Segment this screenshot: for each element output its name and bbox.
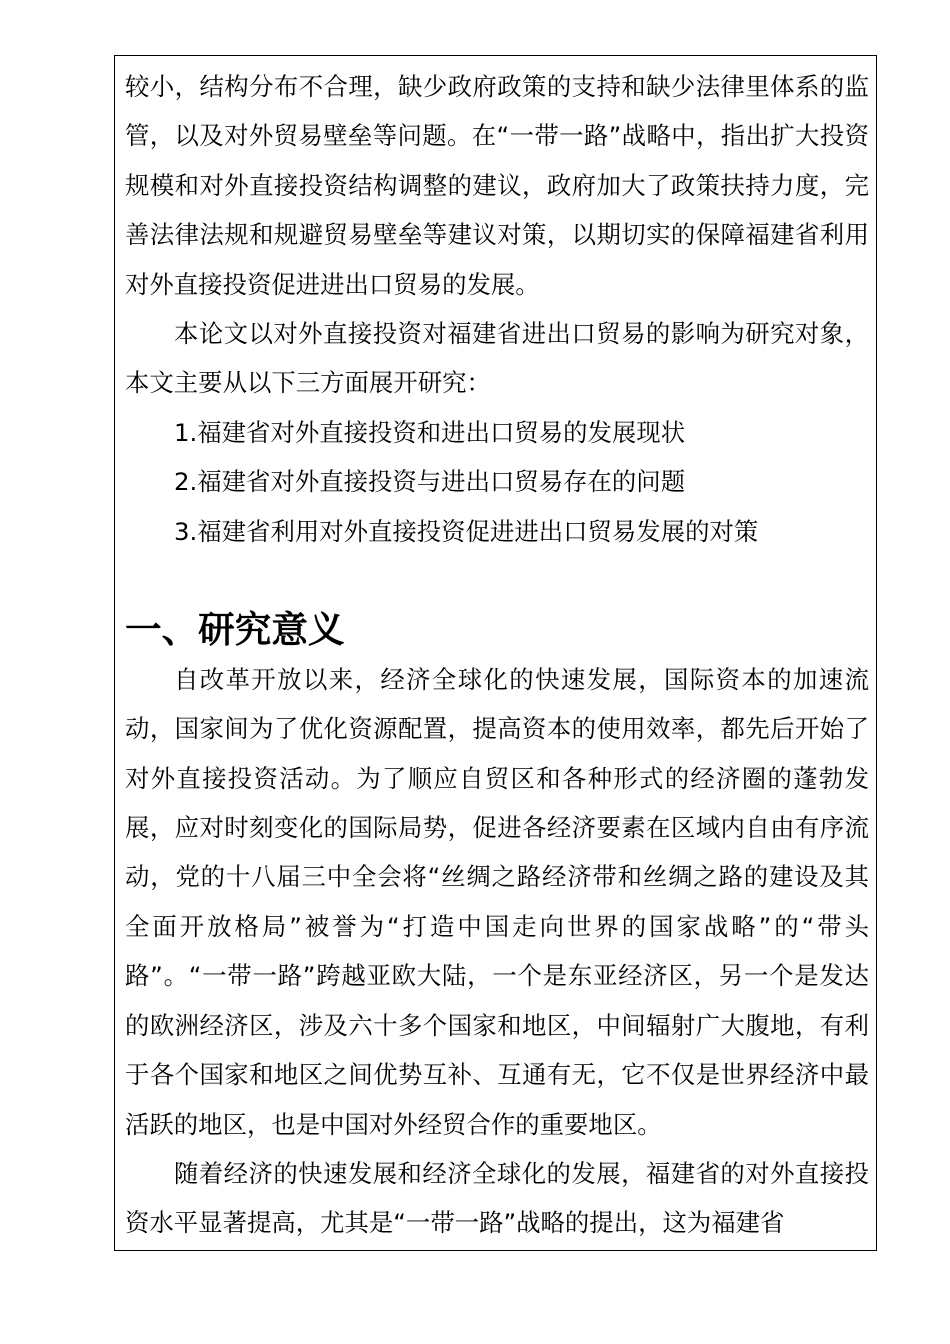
section-heading: 一、研究意义 bbox=[125, 608, 345, 652]
research-item-1: 1.福建省对外直接投资和进出口贸易的发展现状 bbox=[174, 417, 686, 447]
paragraph-research-object: 本论文以对外直接投资对福建省进出口贸易的影响为研究对象，本文主要从以下三方面展开研究： bbox=[125, 319, 869, 398]
research-item-2: 2.福建省对外直接投资与进出口贸易存在的问题 bbox=[174, 467, 686, 497]
bordered-text-frame bbox=[114, 55, 877, 1251]
paragraph-significance: 自改革开放以来，经济全球化的快速发展，国际资本的加速流动，国家间为了优化资源配置，提高资本的使用效率，都先后开始了对外直接投资活动。为了顺应自贸区和各种形式的经济圈的蓬勃发展，应对时刻变化的国际局势，促进各经济要素在区域内自由有序流动，党的十八届三中全会将“丝绸之路经济带和丝绸之路的建设及其全面开放格局”被誉为“打造中国走向世界的国家战略”的“带头路”。“一带一路”跨越亚欧大陆，一个是东亚经济区，另一个是发达的欧洲经济区，涉及六十多个国家和地区，中间辐射广大腹地，有利于各个国家和地区之间优势互补、互通有无，它不仅是世界经济中最活跃的地区，也是中国对外经贸合作的重要地区。 bbox=[125, 664, 869, 1139]
document-body bbox=[125, 62, 869, 1248]
paragraph-continued: 较小，结构分布不合理，缺少政府政策的支持和缺少法律里体系的监管，以及对外贸易壁垒等问题。在“一带一路”战略中，指出扩大投资规模和对外直接投资结构调整的建议，政府加大了政策扶持力度，完善法律法规和规避贸易壁垒等建议对策，以期切实的保障福建省利用对外直接投资促进进出口贸易的发展。 bbox=[125, 72, 869, 299]
paragraph-development: 随着经济的快速发展和经济全球化的发展，福建省的对外直接投资水平显著提高，尤其是“一带一路”战略的提出，这为福建省 bbox=[125, 1158, 869, 1238]
research-item-3: 3.福建省利用对外直接投资促进进出口贸易发展的对策 bbox=[174, 516, 759, 546]
blank-line bbox=[125, 556, 869, 605]
